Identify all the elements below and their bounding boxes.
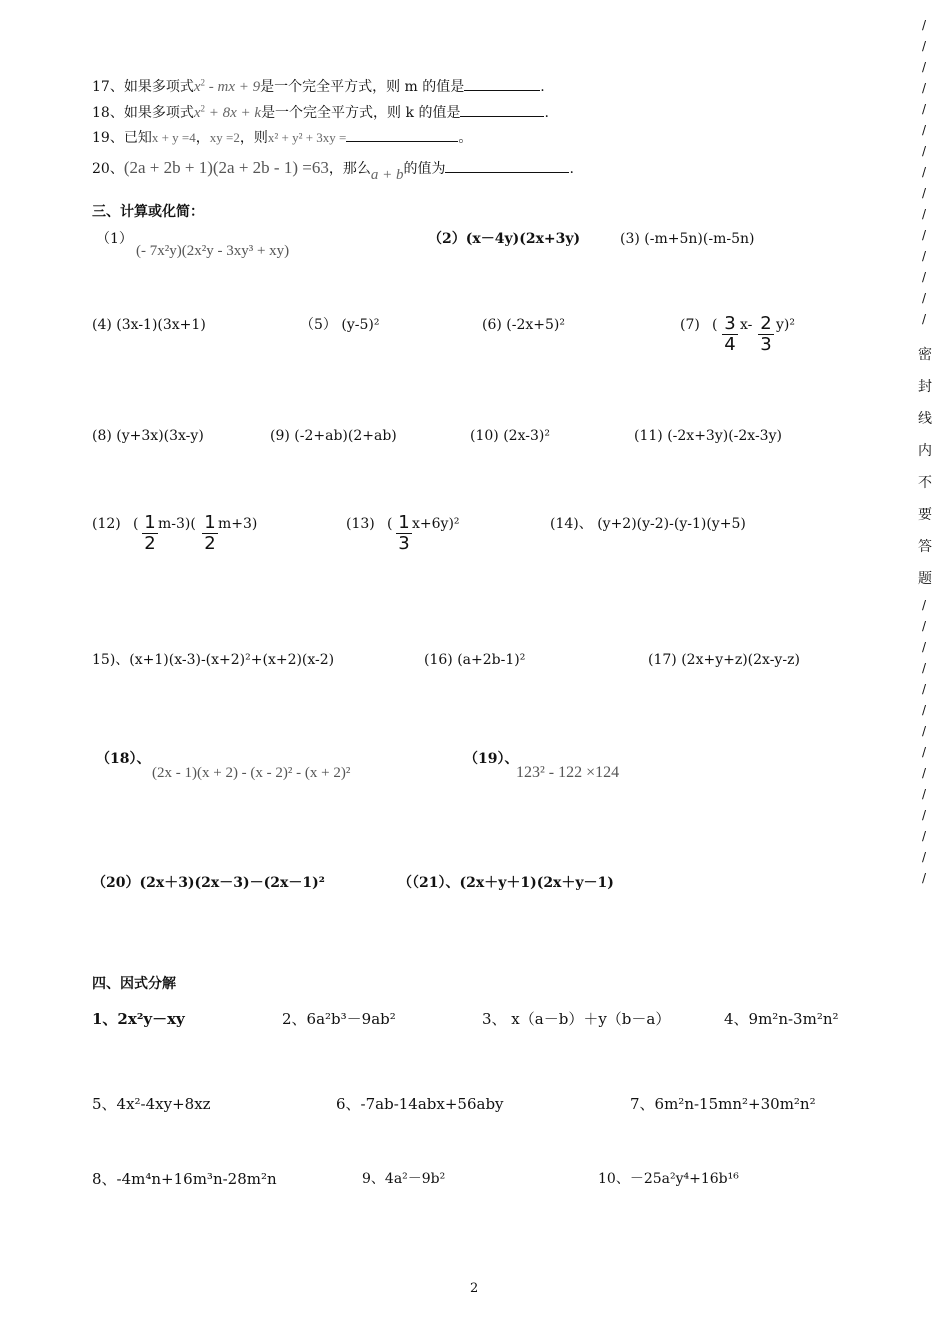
problem-18-label: （18）、	[96, 751, 151, 767]
question-19: 19、已知x + y =4，xy =2，则x² + y² + 3xy = 。	[92, 127, 472, 147]
factor-6: 6、-7ab-14abx+56aby	[336, 1095, 504, 1113]
q19-prefix: 19、已知	[92, 130, 152, 146]
factor-2: 2、6a²b³－9ab²	[282, 1010, 396, 1028]
seal-char: 封	[918, 379, 932, 395]
q19-expr: x² + y² + 3xy =	[267, 130, 347, 145]
factor-1: 1、2x²y－xy	[92, 1010, 185, 1028]
seal-char: 不	[918, 475, 932, 491]
problem-3: (3) (-m+5n)(-m-5n)	[620, 231, 755, 247]
problem-20: （20）(2x＋3)(2x－3)－(2x－1)²	[92, 875, 325, 891]
seal-slash: /	[922, 312, 927, 326]
q20-expr: (2a + 2b + 1)(2a + 2b - 1) =63	[123, 158, 329, 177]
q17-expr-a: x	[193, 79, 201, 95]
problem-11: (11) (-2x+3y)(-2x-3y)	[634, 428, 782, 444]
problem-5: （5） (y-5)²	[300, 317, 380, 333]
section3-heading: 三、计算或化简：	[92, 204, 204, 220]
q18-end: .	[544, 105, 549, 121]
seal-slash: /	[922, 682, 927, 696]
question-20: 20、(2a + 2b + 1)(2a + 2b - 1) =63，那么a + b的值为 .	[92, 158, 574, 183]
factor-5: 5、4x²-4xy+8xz	[92, 1095, 211, 1113]
seal-slash: /	[922, 18, 927, 32]
factor-3: 3、 x（a－b）＋y（b－a）	[482, 1010, 671, 1028]
seal-char: 密	[918, 347, 932, 363]
seal-slash: /	[922, 661, 927, 675]
factor-9: 9、4a²－9b²	[362, 1171, 446, 1187]
q18-expr-a: x	[193, 105, 201, 121]
seal-slash: /	[922, 703, 927, 717]
seal-slash: /	[922, 81, 927, 95]
seal-char: 答	[918, 539, 932, 555]
seal-slash: /	[922, 766, 927, 780]
problem-17: (17) (2x+y+z)(2x-y-z)	[648, 652, 800, 668]
problem-15: 15)、(x+1)(x-3)-(x+2)²+(x+2)(x-2)	[92, 652, 335, 668]
seal-slash: /	[922, 270, 927, 284]
q17-suffix: 是一个完全平方式，则 m 的值是	[260, 79, 465, 95]
q19-answer-blank[interactable]	[346, 127, 458, 142]
q18-prefix: 18、如果多项式	[92, 105, 194, 121]
seal-char: 题	[918, 571, 932, 587]
seal-char: 线	[918, 411, 932, 427]
seal-slash: /	[922, 39, 927, 53]
q18-suffix: 是一个完全平方式，则 k 的值是	[261, 105, 461, 121]
factor-7: 7、6m²n-15mn²+30m²n²	[630, 1095, 816, 1113]
problem-19-label: （19）、	[464, 751, 519, 767]
question-18: 18、如果多项式$x^2 + 8x + k$是一个完全平方式，则 k 的值是 .	[92, 103, 549, 121]
q19-cond1: x + y =4	[151, 130, 196, 145]
seal-slash: /	[922, 619, 927, 633]
problem-10: (10) (2x-3)²	[470, 428, 550, 444]
problem-1-expr: (- 7x²y)(2x²y - 3xy³ + xy)	[136, 243, 290, 259]
seal-slash: /	[922, 144, 927, 158]
seal-slash: /	[922, 850, 927, 864]
seal-slash: /	[922, 808, 927, 822]
problem-12-label: (12)	[92, 516, 121, 532]
factor-4: 4、9m²n-3m²n²	[724, 1010, 839, 1028]
section4-heading: 四、因式分解	[92, 976, 176, 992]
problem-2: （2）(x－4y)(2x+3y)	[428, 231, 581, 247]
factor-8: 8、-4m⁴n+16m³n-28m²n	[92, 1170, 277, 1188]
problem-16: (16) (a+2b-1)²	[424, 652, 526, 668]
problem-7-fraction-1: $\frac{3}{4}$	[722, 314, 738, 355]
seal-slash: /	[922, 165, 927, 179]
q18-answer-blank[interactable]	[460, 102, 544, 117]
factor-10: 10、－25a²y⁴+16b¹⁶	[598, 1171, 739, 1187]
problem-19-expr: 123² - 122 ×124	[516, 764, 620, 781]
problem-18-expr: (2x - 1)(x + 2) - (x - 2)² - (x + 2)²	[152, 765, 351, 781]
q20-answer-blank[interactable]	[445, 158, 569, 173]
seal-slash: /	[922, 829, 927, 843]
seal-slash: /	[922, 249, 927, 263]
problem-7-fraction-2: $\frac{2}{3}$	[758, 314, 774, 355]
q17-end: .	[540, 79, 545, 95]
seal-slash: /	[922, 228, 927, 242]
q17-expr-b: - mx + 9	[205, 79, 261, 95]
seal-char: 要	[918, 507, 932, 523]
question-17: 17、如果多项式$x^2$ - mx + 9是一个完全平方式，则 m 的值是 .	[92, 77, 545, 95]
q17-prefix: 17、如果多项式	[92, 79, 194, 95]
problem-6: (6) (-2x+5)²	[482, 317, 566, 333]
seal-slash: /	[922, 598, 927, 612]
seal-slash: /	[922, 640, 927, 654]
problem-14: (14)、 (y+2)(y-2)-(y-1)(y+5)	[550, 516, 746, 532]
seal-slash: /	[922, 871, 927, 885]
q17-answer-blank[interactable]	[464, 76, 540, 91]
q20-prefix: 20、	[92, 161, 124, 177]
seal-slash: /	[922, 60, 927, 74]
problem-4: (4) (3x-1)(3x+1)	[92, 317, 206, 333]
seal-slash: /	[922, 291, 927, 305]
q18-expr-b: + 8x + k	[205, 105, 262, 121]
problem-12-fraction-2: $\frac{1}{2}$	[202, 513, 218, 554]
problem-8: (8) (y+3x)(3x-y)	[92, 428, 204, 444]
page-number: 2	[470, 1281, 479, 1296]
problem-12-fraction-1: $\frac{1}{2}$	[142, 513, 158, 554]
q19-cond2: xy =2	[209, 130, 240, 145]
q20-ab: a + b	[370, 167, 404, 183]
seal-slash: /	[922, 186, 927, 200]
problem-7-label: (7)	[680, 317, 700, 333]
seal-slash: /	[922, 745, 927, 759]
problem-9: (9) (-2+ab)(2+ab)	[270, 428, 397, 444]
problem-13-label: (13)	[346, 516, 375, 532]
seal-slash: /	[922, 123, 927, 137]
seal-slash: /	[922, 724, 927, 738]
seal-slash: /	[922, 102, 927, 116]
seal-char: 内	[918, 443, 932, 459]
problem-21: （（21）、(2x＋y＋1)(2x＋y－1)	[398, 875, 614, 891]
seal-slash: /	[922, 207, 927, 221]
problem-13-fraction: $\frac{1}{3}$	[396, 513, 412, 554]
problem-1-label: （1）	[96, 231, 133, 247]
seal-slash: /	[922, 787, 927, 801]
